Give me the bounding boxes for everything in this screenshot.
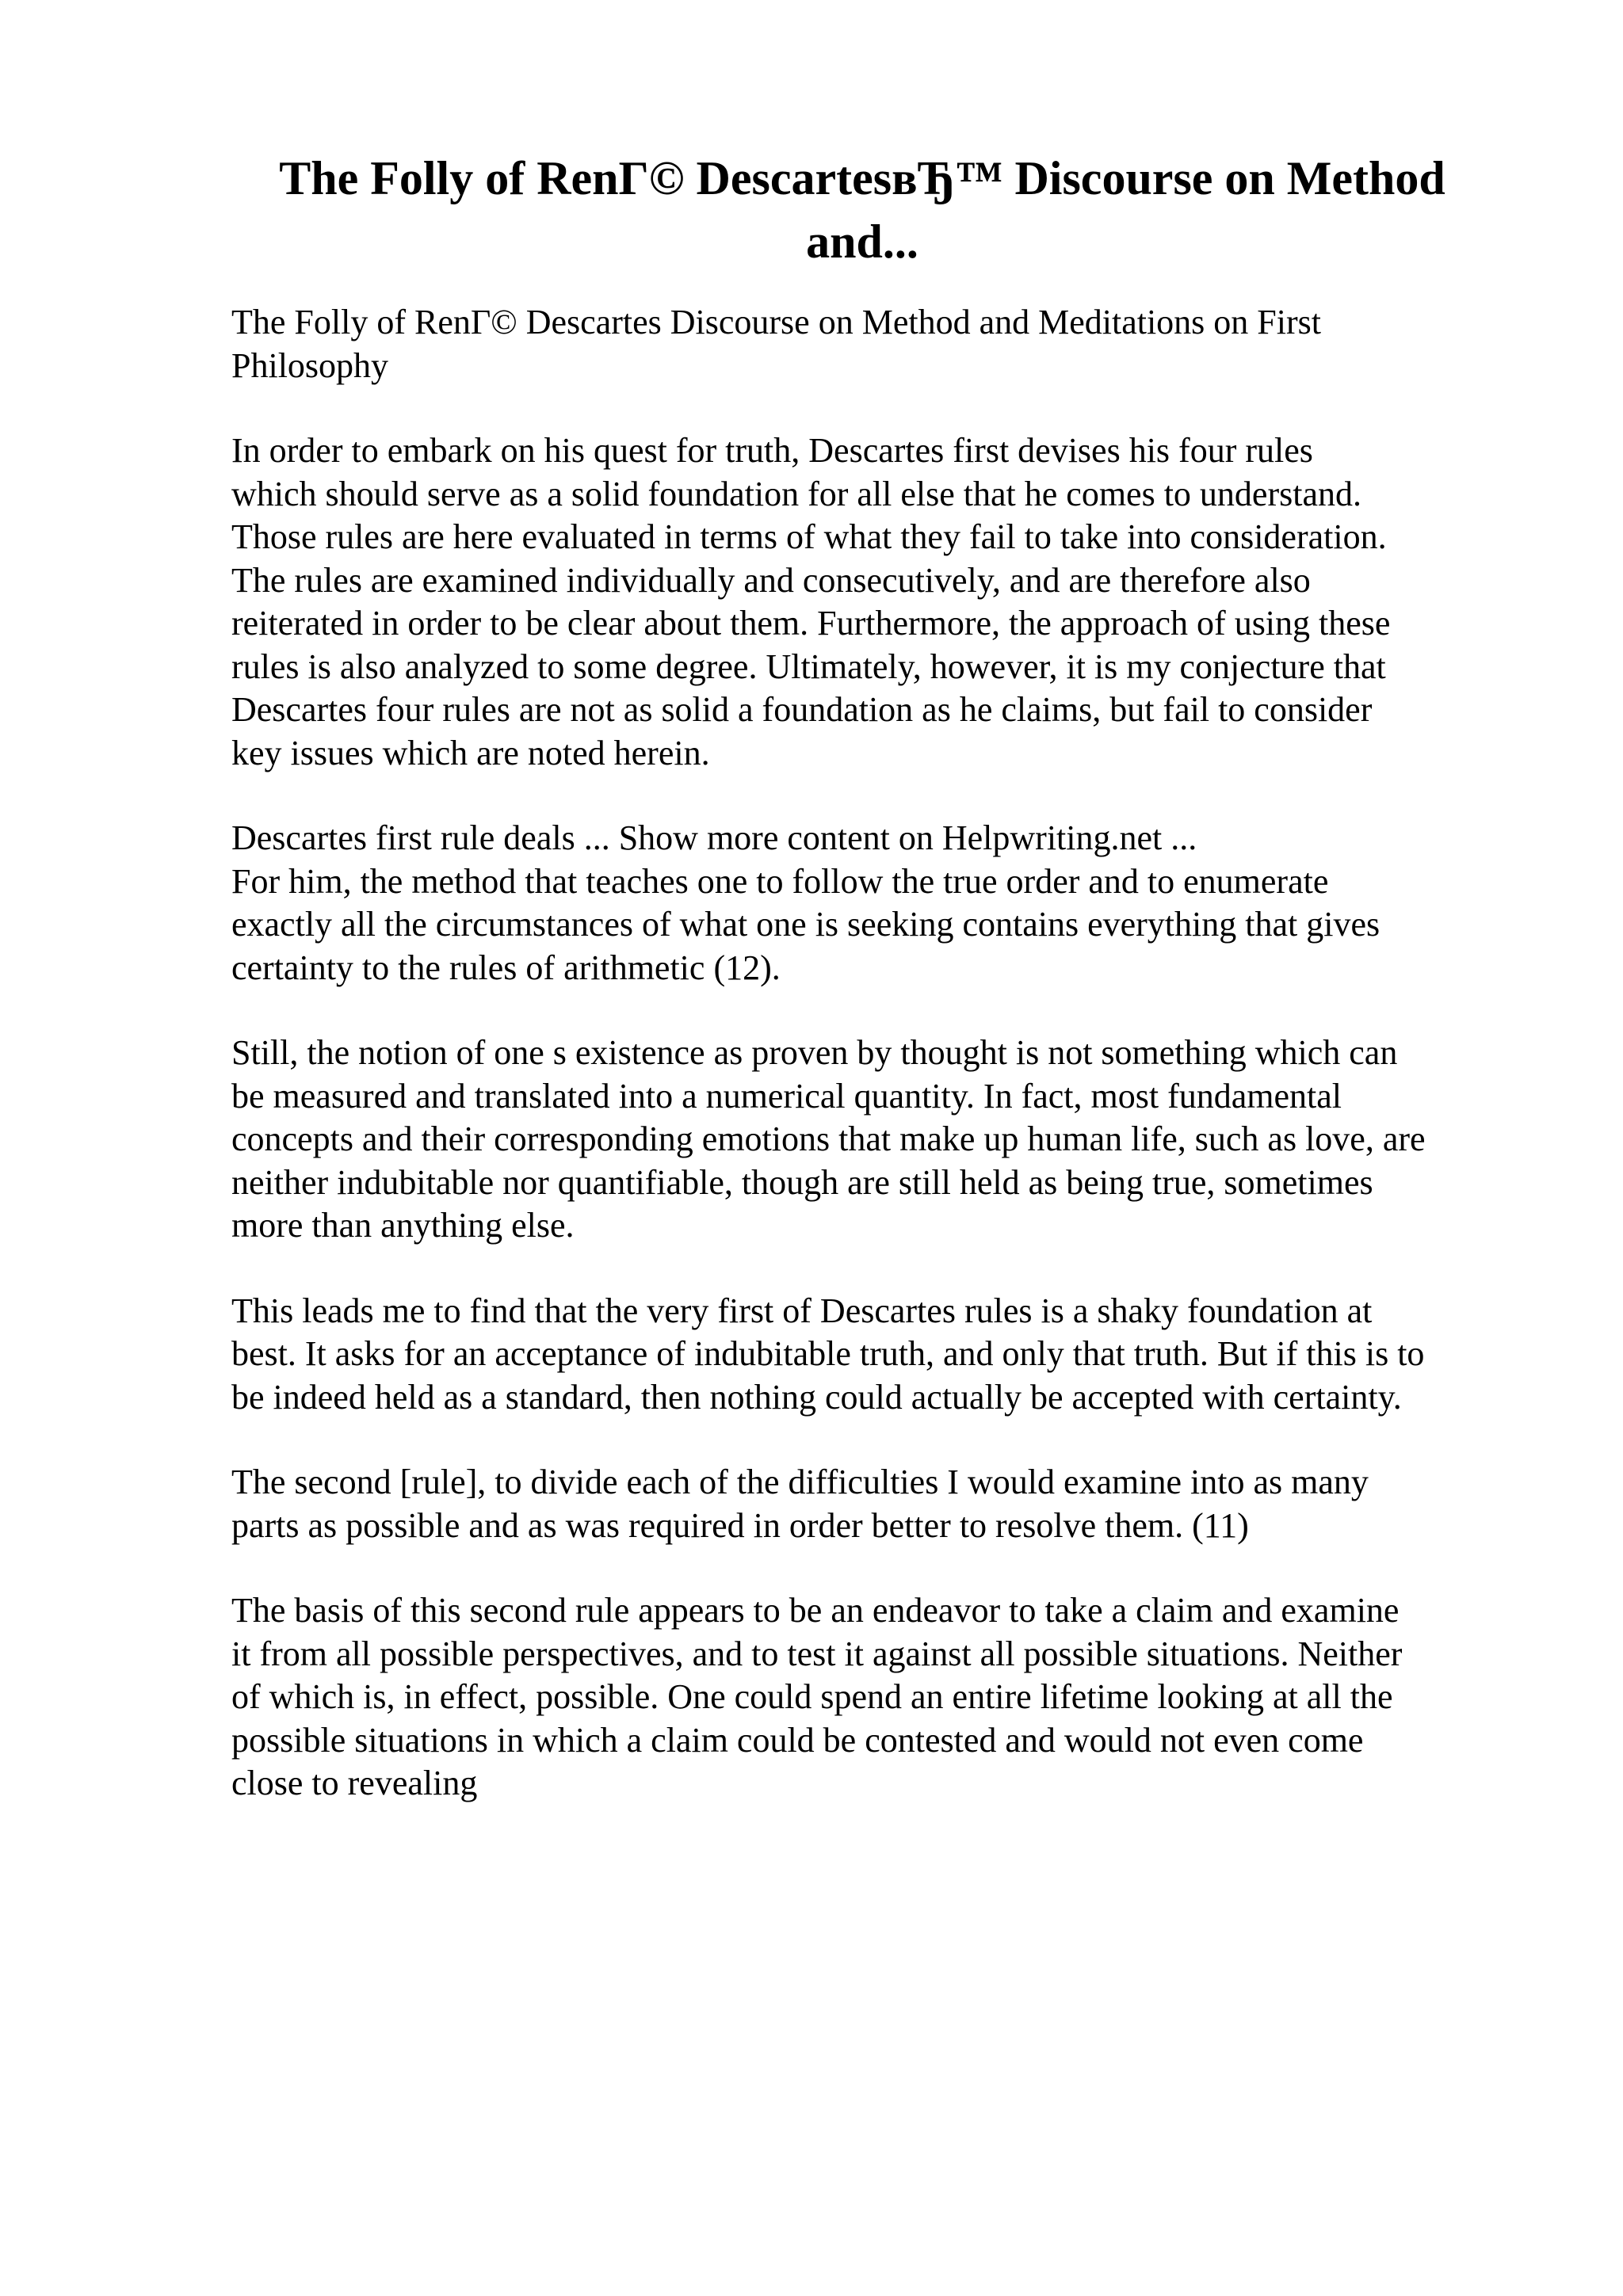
text-line: Still, the notion of one s existence as proven by thought is not something which can xyxy=(231,1033,1398,1072)
text-line: Descartes four rules are not as solid a foundation as he claims, but fail to consider xyxy=(231,690,1373,729)
body-paragraph xyxy=(231,1589,1531,1806)
text-line: neither indubitable nor quantifiable, though are still held as being true, sometimes xyxy=(231,1162,1373,1202)
text-line: The second [rule], to divide each of the difficulties I would examine into as many xyxy=(231,1463,1369,1501)
show-more-paragraph xyxy=(231,817,1531,860)
text-line: key issues which are noted herein. xyxy=(231,733,710,772)
document-body xyxy=(231,301,1531,1848)
body-paragraph xyxy=(231,860,1531,990)
text-line: be measured and translated into a numerical quantity. In fact, most fundamental xyxy=(231,1076,1342,1116)
text-line: In order to embark on his quest for truth, Descartes first devises his four rules xyxy=(231,431,1313,470)
text-line: be indeed held as a standard, then nothing could actually be accepted with certainty. xyxy=(231,1377,1402,1417)
document-title xyxy=(230,147,1495,273)
title-line: The Folly of RenГ© DescartesвЂ™ Discourse on Method xyxy=(279,152,1445,204)
text-line: of which is, in effect, possible. One could spend an entire lifetime looking at all the xyxy=(231,1677,1393,1716)
text-line: exactly all the circumstances of what one is seeking contains everything that gives xyxy=(231,905,1381,944)
text-line: The basis of this second rule appears to be an endeavor to take a claim and examine xyxy=(231,1591,1400,1630)
text-line: The Folly of RenГ© Descartes Discourse on Method and Meditations on First xyxy=(231,303,1321,341)
text-line: reiterated in order to be clear about them. Furthermore, the approach of using these xyxy=(231,604,1391,643)
text-line: certainty to the rules of arithmetic (12). xyxy=(231,948,781,987)
text-line: close to revealing xyxy=(231,1764,478,1802)
text-line: Those rules are here evaluated in terms of what they fail to take into consideration. xyxy=(231,517,1387,556)
text-line: The rules are examined individually and consecutively, and are therefore also xyxy=(231,560,1311,600)
text-line: rules is also analyzed to some degree. Ultimately, however, it is my conjecture that xyxy=(231,646,1386,686)
body-paragraph xyxy=(231,1290,1531,1420)
text-line: Descartes first rule deals ... Show more content on Helpwriting.net ... xyxy=(231,818,1197,857)
text-line: it from all possible perspectives, and to test it against all possible situations. Neither xyxy=(231,1634,1403,1673)
text-line: best. It asks for an acceptance of indubitable truth, and only that truth. But if this is to xyxy=(231,1334,1425,1373)
intro-paragraph xyxy=(231,429,1531,775)
text-line: This leads me to find that the very first of Descartes rules is a shaky foundation at xyxy=(231,1291,1373,1330)
text-line: which should serve as a solid foundation for all else that he comes to understand. xyxy=(231,474,1361,513)
text-line: parts as possible and as was required in order better to resolve them. (11) xyxy=(231,1505,1249,1545)
title-line: and... xyxy=(806,215,918,268)
body-paragraph xyxy=(231,1461,1531,1547)
subtitle-paragraph xyxy=(231,301,1531,387)
text-line: Philosophy xyxy=(231,345,389,385)
text-line: possible situations in which a claim could be contested and would not even come xyxy=(231,1720,1364,1760)
text-line: For him, the method that teaches one to follow the true order and to enumerate xyxy=(231,861,1329,901)
text-line: concepts and their corresponding emotions that make up human life, such as love, are xyxy=(231,1119,1426,1158)
text-line: more than anything else. xyxy=(231,1206,575,1245)
body-paragraph xyxy=(231,1032,1531,1248)
